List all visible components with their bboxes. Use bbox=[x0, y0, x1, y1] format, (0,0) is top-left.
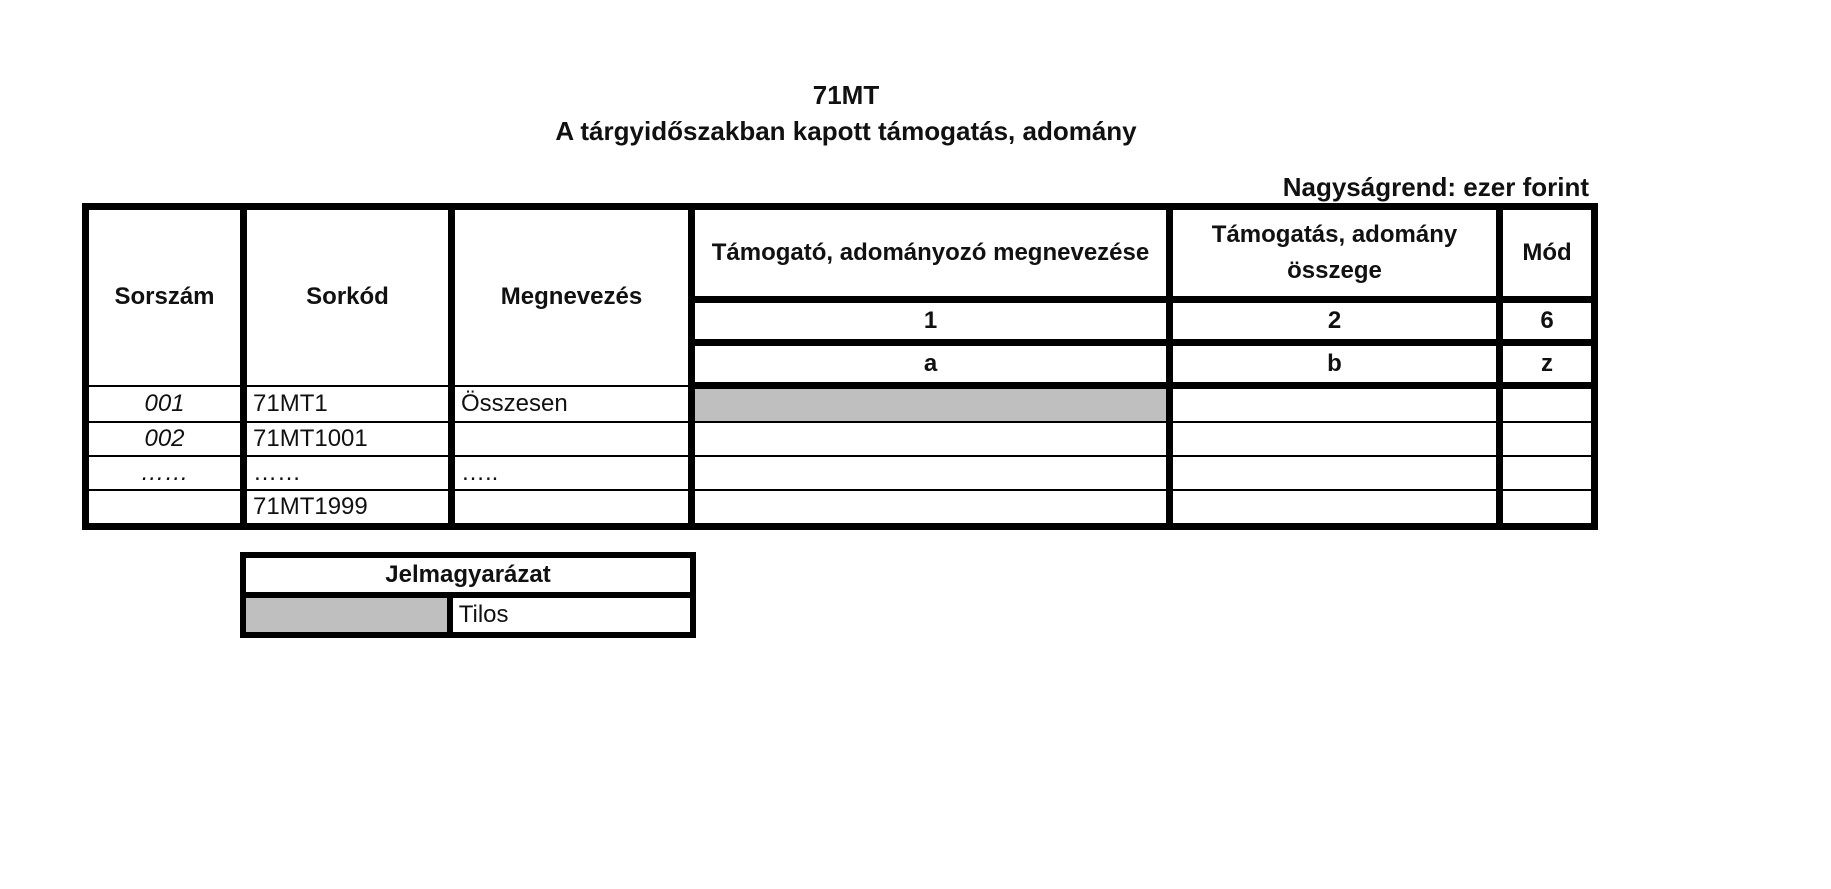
form-title: A tárgyidőszakban kapott támogatás, adomány bbox=[555, 116, 1137, 146]
form-code: 71MT bbox=[812, 80, 880, 110]
row-sorkod: …… bbox=[244, 456, 452, 490]
row-sorszam: 002 bbox=[86, 422, 244, 456]
header-megnevezes: Megnevezés bbox=[452, 207, 692, 386]
row-sorszam bbox=[86, 490, 244, 527]
row-sorkod: 71MT1 bbox=[244, 386, 452, 423]
legend-table bbox=[240, 552, 696, 638]
row-megnevezes: Összesen bbox=[452, 386, 692, 423]
legend-label-forbidden: Tilos bbox=[450, 595, 693, 635]
row-cell-b[interactable] bbox=[1170, 386, 1500, 423]
row-sorszam: 001 bbox=[86, 386, 244, 423]
header-tamogato: Támogató, adományozó megnevezése bbox=[692, 207, 1170, 300]
row-cell-a[interactable] bbox=[692, 422, 1170, 456]
header-sorszam: Sorszám bbox=[86, 207, 244, 386]
col-number-6: 6 bbox=[1500, 300, 1595, 343]
row-sorkod: 71MT1999 bbox=[244, 490, 452, 527]
row-cell-z[interactable] bbox=[1500, 422, 1595, 456]
row-cell-b[interactable] bbox=[1170, 422, 1500, 456]
row-megnevezes bbox=[452, 490, 692, 527]
col-letter-z: z bbox=[1500, 343, 1595, 386]
row-cell-z[interactable] bbox=[1500, 490, 1595, 527]
row-sorszam: …… bbox=[86, 456, 244, 490]
data-table bbox=[82, 203, 1598, 530]
row-sorkod: 71MT1001 bbox=[244, 422, 452, 456]
header-mod: Mód bbox=[1500, 207, 1595, 300]
row-megnevezes bbox=[452, 422, 692, 456]
row-cell-a[interactable] bbox=[692, 490, 1170, 527]
legend-swatch-forbidden bbox=[243, 595, 450, 635]
row-cell-z[interactable] bbox=[1500, 456, 1595, 490]
col-number-2: 2 bbox=[1170, 300, 1500, 343]
row-megnevezes: ….. bbox=[452, 456, 692, 490]
table-row bbox=[86, 490, 1595, 527]
col-letter-a: a bbox=[692, 343, 1170, 386]
header-sorkod: Sorkód bbox=[244, 207, 452, 386]
row-cell-b[interactable] bbox=[1170, 490, 1500, 527]
row-cell-a[interactable] bbox=[692, 456, 1170, 490]
row-cell-a-forbidden bbox=[692, 386, 1170, 423]
table-row bbox=[86, 386, 1595, 423]
table-row bbox=[86, 456, 1595, 490]
row-cell-z[interactable] bbox=[1500, 386, 1595, 423]
header-osszeg: Támogatás, adomány összege bbox=[1170, 207, 1500, 300]
col-letter-b: b bbox=[1170, 343, 1500, 386]
unit-label: Nagyságrend: ezer forint bbox=[1282, 172, 1589, 202]
table-row bbox=[86, 422, 1595, 456]
legend-title: Jelmagyarázat bbox=[243, 555, 693, 595]
col-number-1: 1 bbox=[692, 300, 1170, 343]
row-cell-b[interactable] bbox=[1170, 456, 1500, 490]
